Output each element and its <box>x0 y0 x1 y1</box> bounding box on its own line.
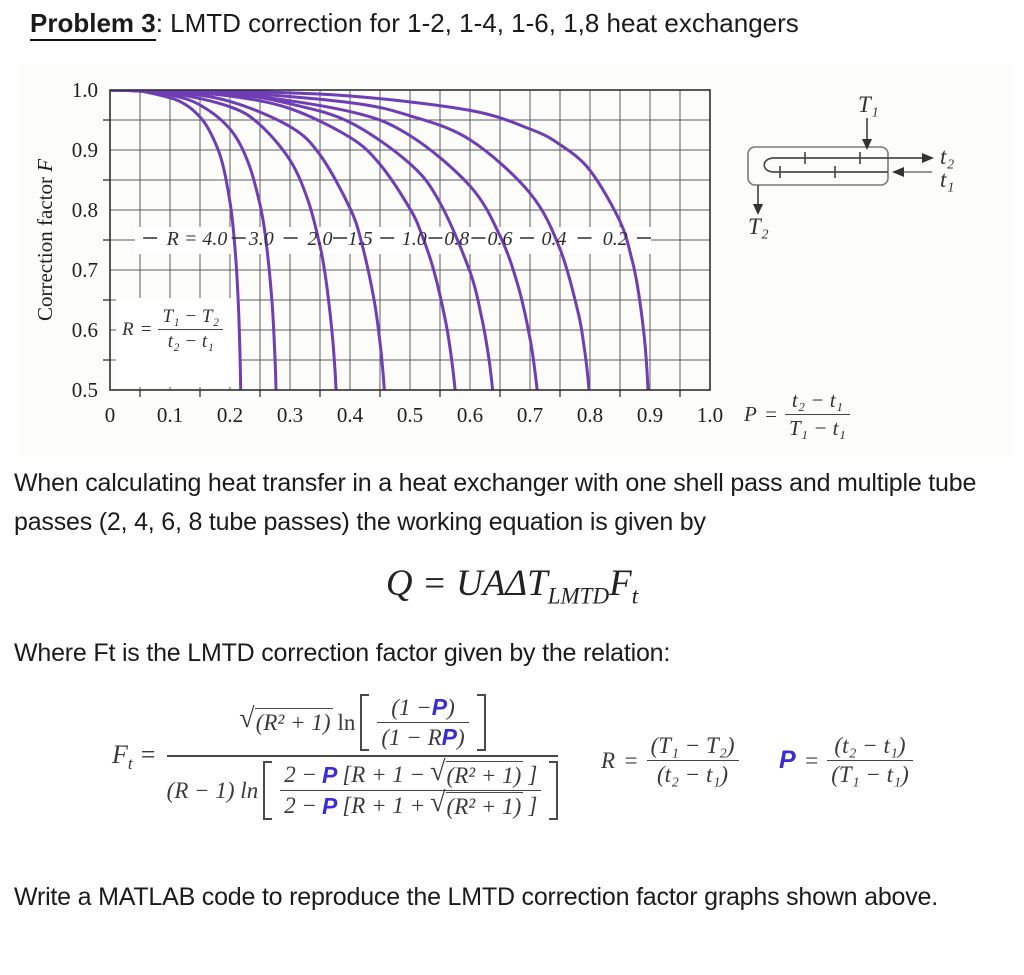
q-equation: $Q = UA\Delta T_{LMTD}F_t$ <box>385 563 639 609</box>
y-tick-labels <box>72 78 98 402</box>
chart-p-annotation <box>744 388 850 441</box>
r-fraction: $\frac{\text{T₁ − T₂}}{\text{t₂ − t₁}}$ <box>158 306 223 353</box>
shell-outline <box>748 147 888 185</box>
page-title <box>30 8 799 39</box>
equals-sign: = <box>763 402 778 426</box>
svg-text:R = 4.0: R = 4.0 <box>166 228 228 250</box>
svg-text:0.8: 0.8 <box>444 228 470 250</box>
t1-arrowhead <box>892 167 904 177</box>
svg-text:0.4: 0.4 <box>541 228 567 250</box>
ft-lhs: $F_t$ = <box>112 739 157 774</box>
blue-P: P <box>321 761 338 788</box>
svg-text:0.2: 0.2 <box>602 228 628 250</box>
T1-arrowhead <box>862 139 872 150</box>
svg-text:0: 0 <box>104 403 116 427</box>
svg-text:0.8: 0.8 <box>71 198 98 222</box>
right-bracket <box>477 694 486 751</box>
svg-text:0.7: 0.7 <box>516 403 544 427</box>
p-symbol: P <box>744 402 757 426</box>
ft-denominator: (R − 1) ln 2 − P [R + 1 − √ (R² + 1) ] 2 − P [R + 1 + √ (R² + 1) ] <box>167 761 559 820</box>
f-var: F <box>609 563 632 604</box>
fraction-bar <box>167 755 559 757</box>
blue-P: P <box>779 746 796 774</box>
r-definition: R = $\frac{\text{(T₁ − T₂)}}{\text{(t₂ − t₁)}}$ <box>601 733 739 788</box>
blue-P: P <box>441 724 457 750</box>
p-fraction: $\frac{\text{t₂ − t₁}}{\text{T₁ − t₁}}$ <box>785 388 850 441</box>
T1-label: T₁ <box>858 92 879 117</box>
t2-arrowhead <box>922 153 934 163</box>
svg-text:0.7: 0.7 <box>71 258 98 282</box>
ft-main-fraction <box>167 694 559 820</box>
svg-text:0.9: 0.9 <box>636 403 664 427</box>
intro-paragraph: When calculating heat transfer in a heat exchanger with one shell pass and multiple tube passes (2, 4, 6, 8 tube passes) the working equation is given by <box>14 469 977 536</box>
uat-term: UAΔT <box>456 563 548 604</box>
svg-text:0.1: 0.1 <box>156 403 184 427</box>
q-var: Q <box>385 563 413 604</box>
t1-label: t₁ <box>940 167 955 192</box>
svg-text:1.5: 1.5 <box>347 228 373 250</box>
x-tick-labels <box>105 403 723 427</box>
svg-text:0.3: 0.3 <box>276 403 304 427</box>
heat-exchanger-diagram <box>738 84 1024 244</box>
ft-formula <box>112 694 558 820</box>
left-bracket <box>360 694 369 751</box>
chart-r-annotation <box>122 306 223 353</box>
y-axis-title: Correction factor F <box>33 158 57 322</box>
svg-text:0.9: 0.9 <box>71 138 98 162</box>
svg-text:1.0: 1.0 <box>401 228 427 250</box>
ft-numerator: √ (R² + 1) ln $\frac{(1 -P)}{(1 - RP)}$ <box>239 694 485 751</box>
left-bracket <box>263 761 272 820</box>
blue-P: P <box>321 792 338 819</box>
t2-label: t₂ <box>940 144 955 169</box>
lmtd-subscript: LMTD <box>547 583 610 609</box>
svg-text:0.5: 0.5 <box>396 403 424 427</box>
svg-text:1.0: 1.0 <box>696 403 724 427</box>
svg-text:0.2: 0.2 <box>216 403 244 427</box>
svg-text:0.6: 0.6 <box>487 228 513 250</box>
svg-text:0.8: 0.8 <box>576 403 604 427</box>
right-bracket <box>549 761 558 820</box>
svg-text:2.0: 2.0 <box>307 228 333 250</box>
svg-text:0.6: 0.6 <box>71 318 98 342</box>
p-definition: P = $\frac{\text{(t₂ − t₁)}}{\text{(T₁ − t₁)}}$ <box>779 733 913 788</box>
title-text: : LMTD correction for 1-2, 1-4, 1-6, 1,8 heat exchangers <box>155 8 799 38</box>
blue-P: P <box>431 694 448 720</box>
task-paragraph: Write a MATLAB code to reproduce the LMTD correction factor graphs shown above. <box>14 883 938 911</box>
radical-icon: √ <box>430 787 446 819</box>
svg-text:1.0: 1.0 <box>71 78 98 102</box>
T2-label: T₂ <box>748 214 769 239</box>
where-paragraph: Where Ft is the LMTD correction factor given by the relation: <box>14 639 671 667</box>
radical-icon: √ <box>430 756 446 787</box>
svg-text:0.6: 0.6 <box>456 403 484 427</box>
problem-number: Problem 3 <box>30 8 156 41</box>
radical-icon: √ <box>239 703 255 735</box>
svg-text:3.0: 3.0 <box>248 228 274 250</box>
lmtd-correction-chart <box>28 72 728 444</box>
svg-text:0.5: 0.5 <box>71 378 98 402</box>
svg-text:0.4: 0.4 <box>336 403 364 427</box>
equals-sign: = <box>139 318 153 340</box>
r-symbol: R <box>122 318 134 340</box>
